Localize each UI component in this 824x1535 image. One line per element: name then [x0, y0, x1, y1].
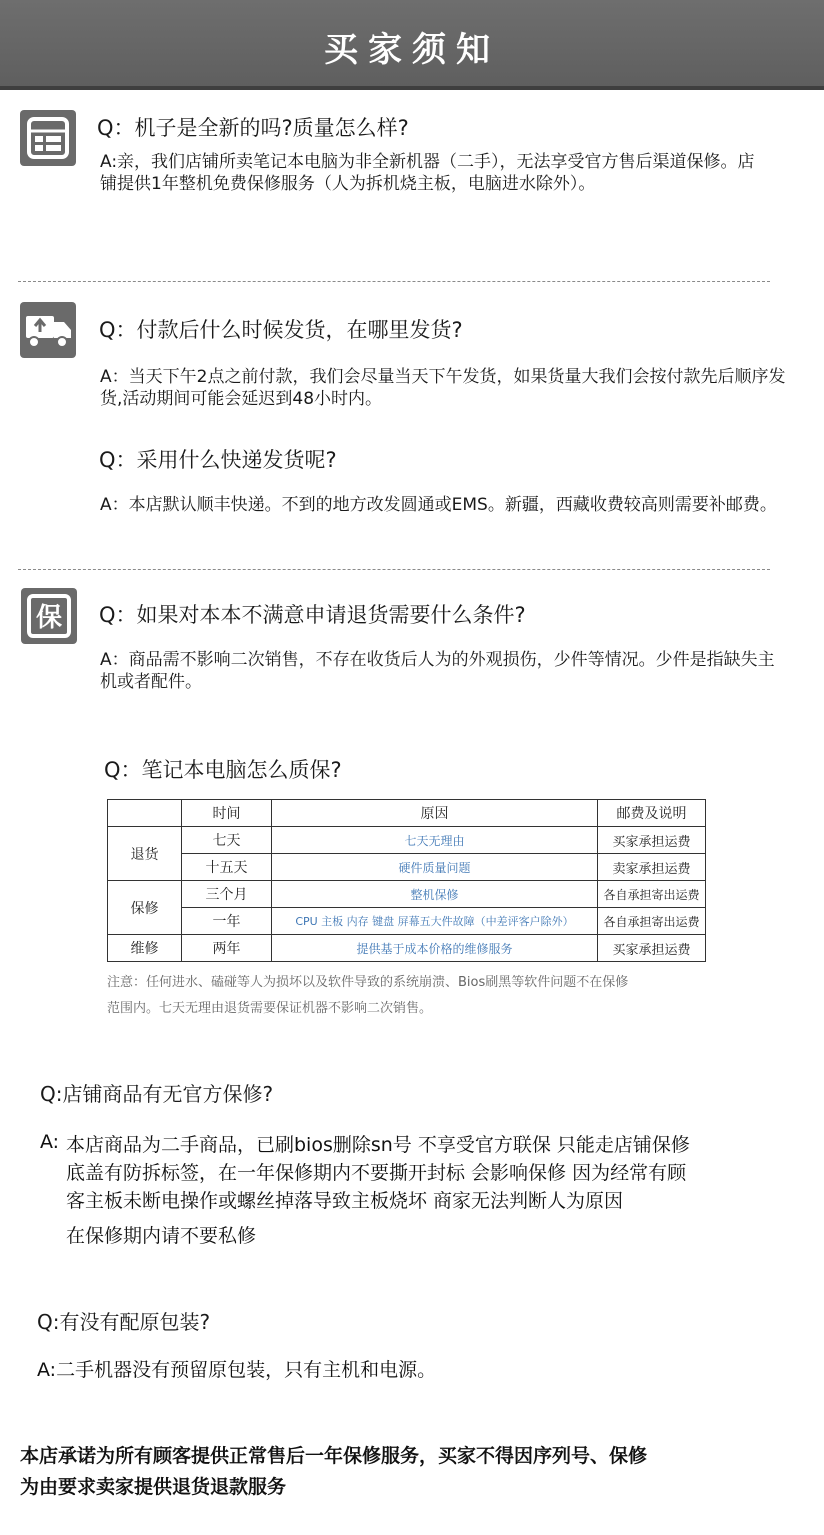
table-row — [108, 908, 706, 935]
answer-prefix: A: — [40, 1131, 60, 1153]
answer-line: 底盖有防拆标签，在一年保修期内不要撕开封标 会影响保修 因为经常有顾 — [66, 1162, 687, 1184]
shipping-cell: 各自承担寄出运费 — [598, 881, 706, 908]
warranty-icon — [21, 588, 77, 644]
question-new-or-used: Q：机子是全新的吗?质量怎么样? — [97, 116, 409, 140]
table-header-cell: 时间 — [182, 800, 272, 827]
shipping-cell: 卖家承担运费 — [598, 854, 706, 881]
answer-new-or-used: A:亲，我们店铺所卖笔记本电脑为非全新机器（二手），无法享受官方售后渠道保修。店铺提供1年整机免费保修服务（人为拆机烧主板，电脑进水除外）。 — [100, 152, 755, 194]
question-courier: Q：采用什么快递发货呢? — [99, 448, 337, 472]
group-label-warranty: 保修 — [108, 881, 182, 935]
reason-cell: 七天无理由 — [272, 827, 598, 854]
warranty-note-line2: 范围内。七天无理由退货需要保证机器不影响二次销售。 — [107, 1001, 433, 1016]
warranty-table — [107, 799, 706, 962]
table-row — [108, 854, 706, 881]
commitment-line: 本店承诺为所有顾客提供正常售后一年保修服务，买家不得因序列号、保修 — [20, 1445, 648, 1467]
time-cell: 十五天 — [182, 854, 272, 881]
time-cell: 一年 — [182, 908, 272, 935]
page-header — [0, 0, 824, 90]
table-header-cell: 邮费及说明 — [598, 800, 706, 827]
question-return-conditions: Q：如果对本本不满意申请退货需要什么条件? — [99, 603, 526, 627]
question-original-packaging: Q:有没有配原包装? — [37, 1310, 211, 1334]
table-header-cell: 原因 — [272, 800, 598, 827]
reason-cell: 硬件质量问题 — [272, 854, 598, 881]
reason-cell: 整机保修 — [272, 881, 598, 908]
time-cell: 三个月 — [182, 881, 272, 908]
question-official-warranty: Q:店铺商品有无官方保修? — [40, 1082, 274, 1106]
truck-icon — [20, 302, 76, 358]
answer-line: 在保修期内请不要私修 — [66, 1225, 257, 1247]
time-cell: 两年 — [182, 935, 272, 962]
question-warranty: Q：笔记本电脑怎么质保? — [104, 758, 342, 782]
page-title: 买家须知 — [324, 30, 500, 70]
reason-cell: 提供基于成本价格的维修服务 — [272, 935, 598, 962]
shipping-cell: 各自承担寄出运费 — [598, 908, 706, 935]
table-row — [108, 827, 706, 854]
warranty-icon-char: 保 — [35, 603, 63, 633]
reason-cell: CPU 主板 内存 键盘 屏幕五大件故障（中差评客户除外） — [272, 908, 598, 935]
store-commitment — [20, 1441, 647, 1503]
table-header-cell — [108, 800, 182, 827]
warranty-note-line1: 注意：任何进水、磕碰等人为损坏以及软件导致的系统崩溃、Bios刷黑等软件问题不在保修 — [107, 975, 629, 990]
group-label-return: 退货 — [108, 827, 182, 881]
table-header-row — [108, 800, 706, 827]
time-cell: 七天 — [182, 827, 272, 854]
section-divider — [18, 569, 770, 570]
answer-line: 本店商品为二手商品，已刷bios删除sn号 不享受官方联保 只能走店铺保修 — [66, 1134, 690, 1156]
table-row — [108, 935, 706, 962]
group-label-repair: 维修 — [108, 935, 182, 962]
shipping-cell: 买家承担运费 — [598, 827, 706, 854]
section-divider — [18, 281, 770, 282]
table-row — [108, 881, 706, 908]
answer-shipping-time: A：当天下午2点之前付款，我们会尽量当天下午发货，如果货量大我们会按付款先后顺序发货,活动期间可能会延迟到48小时内。 — [100, 367, 786, 409]
answer-courier: A：本店默认顺丰快递。不到的地方改发圆通或EMS。新疆，西藏收费较高则需要补邮费。 — [100, 495, 777, 515]
answer-return-conditions: A：商品需不影响二次销售，不存在收货后人为的外观损伤，少件等情况。少件是指缺失主机或者配件。 — [100, 650, 775, 692]
answer-line: 客主板未断电操作或螺丝掉落导致主板烧坏 商家无法判断人为原因 — [66, 1190, 624, 1212]
answer-original-packaging: A:二手机器没有预留原包装，只有主机和电源。 — [37, 1359, 437, 1381]
list-icon — [20, 110, 76, 166]
question-shipping-time: Q：付款后什么时候发货，在哪里发货? — [99, 318, 463, 342]
shipping-cell: 买家承担运费 — [598, 935, 706, 962]
answer-official-warranty — [66, 1131, 690, 1215]
commitment-line: 为由要求卖家提供退货退款服务 — [20, 1476, 287, 1498]
